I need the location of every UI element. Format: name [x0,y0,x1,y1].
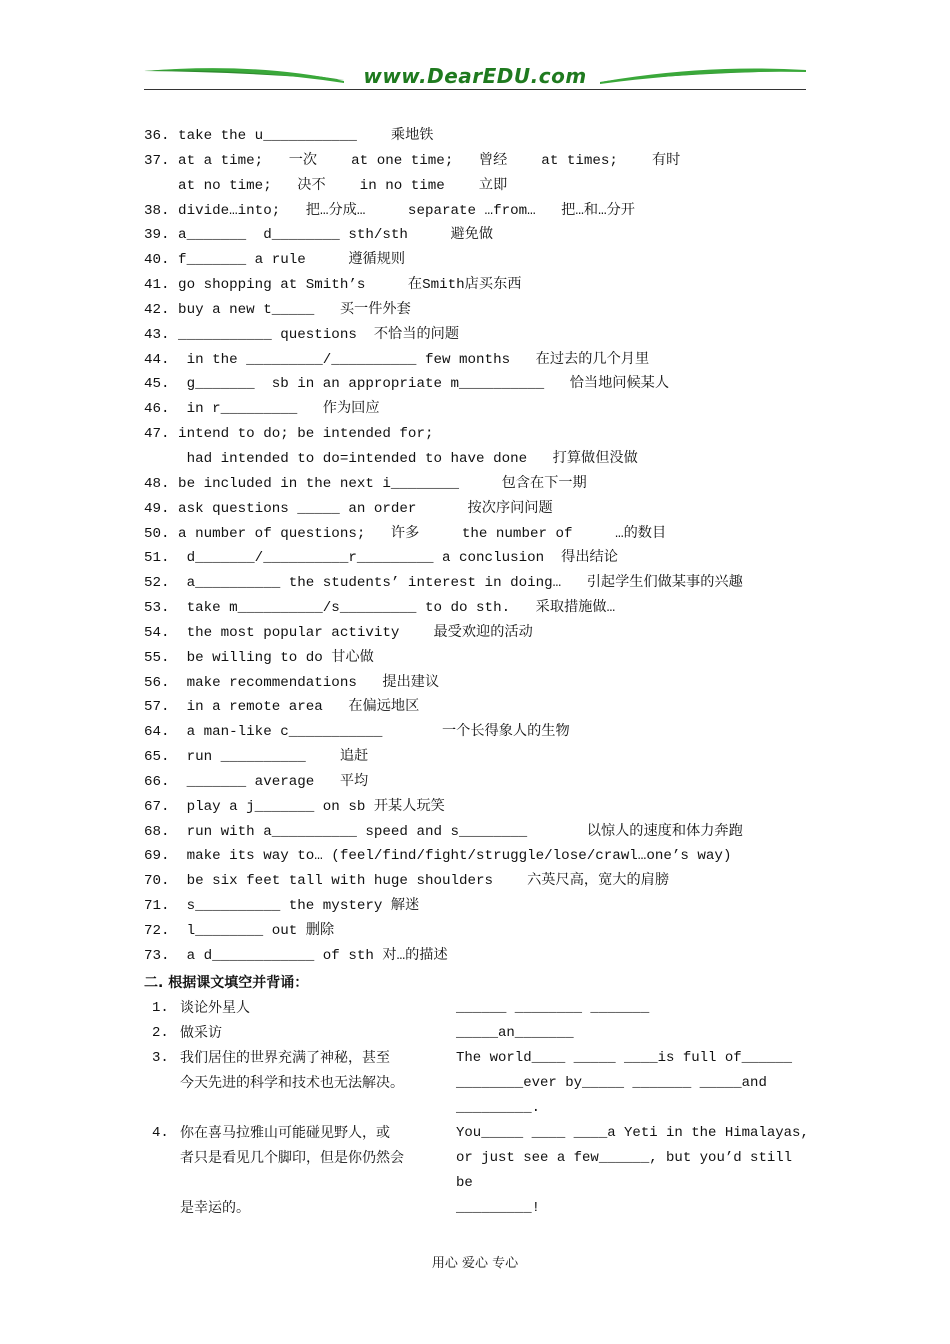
vocab-line: 54. the most popular activity 最受欢迎的活动 [144,624,533,641]
vocab-line: 68. run with a__________ speed and s________ 以惊人的速度和体力奔跑 [144,823,743,840]
row-number: 1. [152,1000,169,1016]
vocab-line: 67. play a j_______ on sb 开某人玩笑 [144,798,445,815]
chinese-line [180,1171,460,1196]
vocab-line: 49. ask questions _____ an order 按次序问问题 [144,500,553,517]
english-line: ________ever by_____ _______ _____and [456,1075,767,1091]
english-line: _________! [456,1200,541,1216]
chinese-line: 我们居住的世界充满了神秘，甚至 [180,1050,390,1066]
vocab-line: 51. d_______/__________r_________ a conclusion 得出结论 [144,550,618,567]
vocab-line: 65. run __________ 追赶 [144,749,369,766]
vocab-list [144,124,824,969]
english-blank [456,1046,816,1121]
vocab-line: 50. a number of questions; 许多 the number of …的数目 [144,525,667,542]
english-blank [456,1021,816,1046]
chinese-sentence [180,1021,460,1046]
english-line: _________. [456,1100,541,1116]
row-number: 2. [152,1025,169,1041]
chinese-sentence [180,1046,460,1096]
english-line: _____an_______ [456,1025,574,1041]
chinese-line: 谈论外星人 [180,1000,250,1016]
vocab-line: 72. l________ out 删除 [144,923,335,939]
english-line: or just see a few______, but you’d still [456,1150,793,1166]
english-line: You_____ ____ ____a Yeti in the Himalayas, [456,1125,809,1141]
section-title: 二. 根据课文填空并背诵： [144,975,309,991]
chinese-line: 是幸运的。 [180,1200,250,1216]
vocab-line: 48. be included in the next i________ 包含在下一期 [144,475,587,492]
translation-table [144,996,824,1221]
vocab-line: 45. g_______ sb in an appropriate m__________ 恰当地问候某人 [144,376,670,393]
chinese-line: 者只是看见几个脚印，但是你仍然会 [180,1150,404,1166]
translation-row [144,1021,824,1046]
english-line: ______ ________ _______ [456,1000,650,1016]
vocab-line: 36. take the u___________ 乘地铁 [144,128,434,144]
vocab-line: at no time; 决不 in no time 立即 [144,177,508,194]
header-banner [144,62,806,92]
vocab-line: 73. a d____________ of sth 对…的描述 [144,947,448,964]
vocab-line: 69. make its way to… (feel/find/fight/struggle/lose/crawl…one’s way) [144,848,732,865]
english-blank [456,996,816,1021]
english-line: The world____ _____ ____is full of______ [456,1050,793,1066]
vocab-line: 52. a__________ the students’ interest in doing… 引起学生们做某事的兴趣 [144,575,743,592]
vocab-line: 41. go shopping at Smith’s 在Smith店买东西 [144,277,522,294]
vocab-line: 46. in r_________ 作为回应 [144,401,380,418]
chinese-line: 做采访 [180,1025,222,1041]
chinese-sentence [180,1121,460,1221]
vocab-line: 44. in the _________/__________ few months 在过去的几个月里 [144,351,650,368]
row-number: 4. [152,1125,169,1141]
vocab-line: 70. be six feet tall with huge shoulders 六英尺高，宽大的肩膀 [144,873,670,890]
vocab-line: 66. _______ average 平均 [144,773,369,790]
vocab-line: 55. be willing to do 甘心做 [144,649,374,666]
vocab-line: 40. f_______ a rule 遵循规则 [144,252,406,269]
row-number: 3. [152,1050,169,1066]
vocab-line: 64. a man-like c___________ 一个长得象人的生物 [144,724,570,741]
vocab-line: 57. in a remote area 在偏远地区 [144,699,420,716]
english-line: be [456,1175,473,1191]
vocab-line: 43. ___________ questions 不恰当的问题 [144,326,460,343]
translation-row [144,996,824,1021]
vocab-line: 47. intend to do; be intended for; [144,426,434,443]
page-footer: 用心 爱心 专心 [431,1256,519,1271]
vocab-line: 37. at a time; 一次 at one time; 曾经 at times; 有时 [144,152,681,169]
vocab-line: 53. take m__________/s_________ to do sth. 采取措施做… [144,600,616,617]
chinese-line: 你在喜马拉雅山可能碰见野人，或 [180,1125,390,1141]
vocab-line: 56. make recommendations 提出建议 [144,674,440,691]
english-blank [456,1121,816,1221]
translation-row [144,1121,824,1221]
translation-row [144,1046,824,1121]
chinese-sentence [180,996,460,1021]
header-divider [144,89,806,90]
vocab-line: 42. buy a new t_____ 买一件外套 [144,301,411,318]
vocab-line: 39. a_______ d________ sth/sth 避免做 [144,227,494,244]
vocab-line: 38. divide…into; 把…分成… separate …from… 把…和…分开 [144,202,635,219]
vocab-line: had intended to do=intended to have done 打算做但没做 [144,450,638,467]
site-brand[interactable]: www.DearEDU.com [363,64,587,88]
vocab-line: 71. s__________ the mystery 解迷 [144,898,420,915]
chinese-line: 今天先进的科学和技术也无法解决。 [180,1075,404,1091]
